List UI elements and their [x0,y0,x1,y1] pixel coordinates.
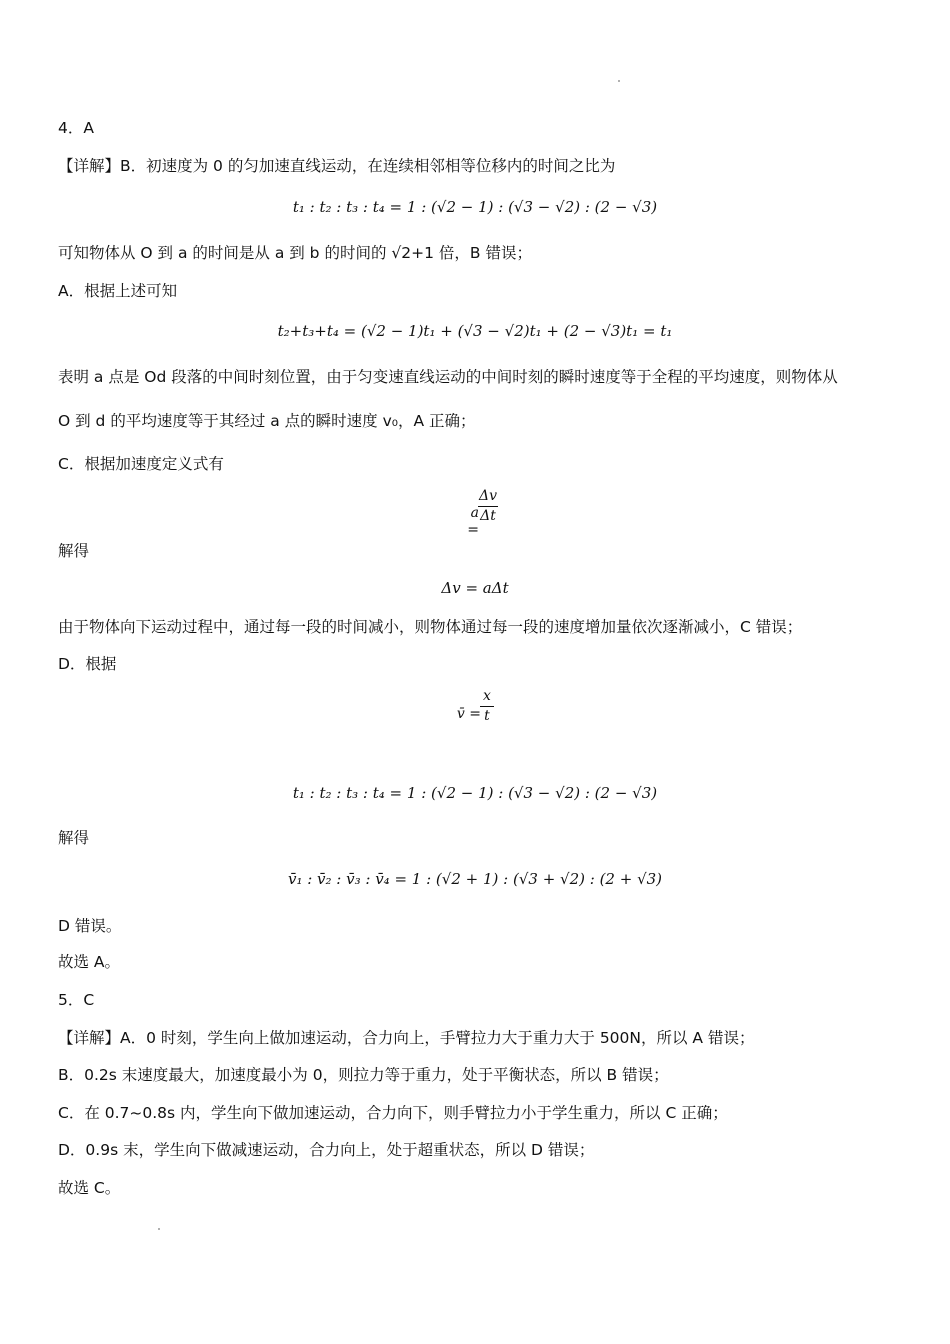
q4-d-lhs: v̄ = [456,706,481,722]
q4-a-explanation-2: O 到 d 的平均速度等于其经过 a 点的瞬时速度 v₀，A 正确； [58,412,476,430]
q4-c-lhs: a = [467,505,479,538]
q4-c-numerator: Δv [478,488,498,504]
q5-option-a: 【详解】A．0 时刻，学生向上做加速运动，合力向上，手臂拉力大于重力大于 500N，所以 A 错误； [58,1029,755,1047]
q4-a-intro: A．根据上述可知 [58,282,178,300]
scan-dot [158,1228,160,1230]
q4-d-fraction-lhs [453,697,481,723]
q5-option-b: B．0.2s 末速度最大，加速度最小为 0，则拉力等于重力，处于平衡状态，所以 B 错误； [58,1066,669,1084]
q4-c-solve: 解得 [58,542,90,560]
q4-c-fraction-bar [478,506,498,507]
q5-option-c: C．在 0.7~0.8s 内，学生向下做加速运动，合力向下，则手臂拉力小于学生重力，所以 C 正确； [58,1104,728,1122]
q5-answer: 5．C [58,991,95,1009]
q4-c-intro: C．根据加速度定义式有 [58,455,224,473]
q4-d-numerator: x [483,688,491,704]
q4-d-fraction [480,688,494,725]
q4-equation-time-ratio-repeat: t₁ : t₂ : t₃ : t₄ = 1 : (√2 − 1) : (√3 − √2) : (2 − √3) [292,784,658,802]
q4-c-conclusion: 由于物体向下运动过程中，通过每一段的时间减小，则物体通过每一段的速度增加量依次逐渐减小，C 错误； [58,618,803,636]
q4-equation-time-ratio: t₁ : t₂ : t₃ : t₄ = 1 : (√2 − 1) : (√3 − √2) : (2 − √3) [292,198,658,216]
q4-d-intro: D．根据 [58,655,117,673]
q4-c-fraction-lhs [455,496,479,539]
q4-d-solve: 解得 [58,829,90,847]
q4-d-fraction-bar [480,706,494,707]
q4-equation-velocity-ratio: v̄₁ : v̄₂ : v̄₃ : v̄₄ = 1 : (√2 + 1) : (√3 + √2) : (2 + √3) [287,870,663,888]
q5-option-d: D．0.9s 末，学生向下做减速运动，合力向上，处于超重状态，所以 D 错误； [58,1141,595,1159]
q4-answer: 4．A [58,119,94,137]
q4-c-denominator: Δt [480,508,496,524]
q4-b-intro: 【详解】B．初速度为 0 的匀加速直线运动，在连续相邻相等位移内的时间之比为 [58,157,616,175]
q4-equation-delta-v: Δv = aΔt [441,579,509,597]
q4-c-fraction [478,488,498,525]
q4-a-explanation-1: 表明 a 点是 Od 段落的中间时刻位置，由于匀变速直线运动的中间时刻的瞬时速度等于全程的平均速度，则物体从 [58,368,838,386]
q4-d-conclusion: D 错误。 [58,917,122,935]
q4-choice: 故选 A。 [58,953,121,971]
q5-choice: 故选 C。 [58,1179,121,1197]
q4-equation-time-sum: t₂+t₃+t₄ = (√2 − 1)t₁ + (√3 − √2)t₁ + (2 − √3)t₁ = t₁ [277,322,673,340]
scan-dot [618,80,620,82]
q4-b-conclusion: 可知物体从 O 到 a 的时间是从 a 到 b 的时间的 √2+1 倍，B 错误； [58,244,532,262]
q4-d-denominator: t [484,708,490,724]
